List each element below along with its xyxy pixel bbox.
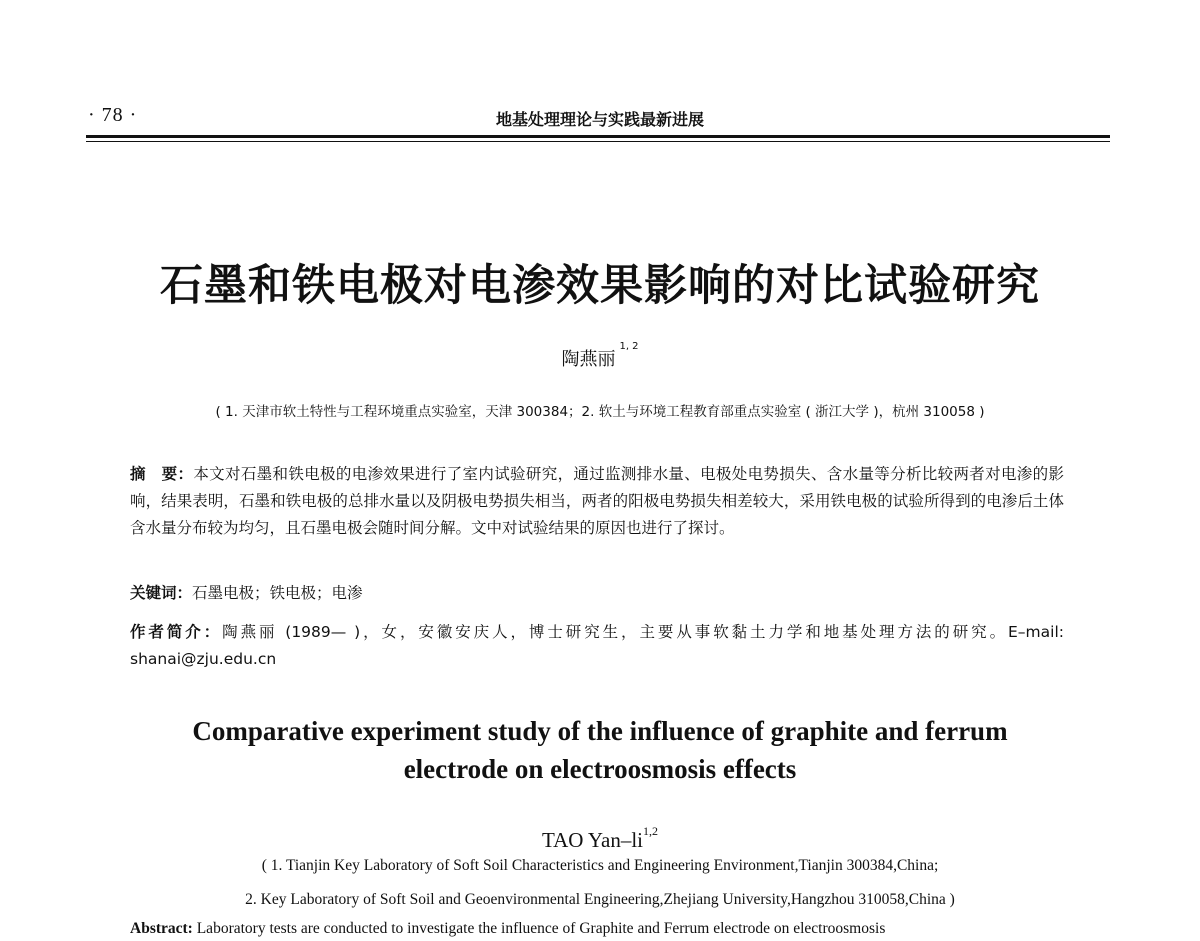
author-name-zh: 陶燕丽 [561,349,616,370]
header-rule-thin [86,141,1110,142]
author-affil-marker-zh: 1, 2 [619,341,639,352]
keywords-zh [130,580,1064,607]
author-zh [0,341,1200,371]
abstract-text-zh: 本文对石墨和铁电极的电渗效果进行了室内试验研究，通过监测排水量、电极处电势损失、含水量等分析比较两者对电渗的影响，结果表明，石墨和铁电极的总排水量以及阴极电势损失相当，两者的阳极电势损失相差较大，采用铁电极的试验所得到的电渗后土体含水量分布较为均匀，且石墨电极会随时间分解。文中对试验结果的原因也进行了探讨。 [130,465,1064,537]
abstract-label-en: Abstract: [130,920,193,937]
abstract-zh [130,461,1064,542]
bio-label-zh: 作者简介： [130,623,223,641]
paper-title-zh: 石墨和铁电极对电渗效果影响的对比试验研究 [160,261,1040,311]
paper-title-en [0,712,1200,788]
affiliation-en-line2: 2. Key Laboratory of Soft Soil and Geoenvironmental Engineering,Zhejiang University,Hangzhou 310058,China ) [245,891,955,908]
page-number: · 78 · [88,104,138,126]
abstract-text-en: Laboratory tests are conducted to investigate the influence of Graphite and Ferrum electrode on electroosmosis [192,920,886,937]
author-en [0,824,1200,853]
author-bio-zh [130,619,1064,673]
paper-title-en-line2: electrode on electroosmosis effects [403,754,797,784]
affiliation-zh: ( 1. 天津市软土特性与工程环境重点实验室，天津 300384；2. 软土与环境工程教育部重点实验室 ( 浙江大学 )，杭州 310058 ) [215,404,985,420]
abstract-en [130,920,1070,938]
running-header-title: 地基处理理论与实践最新进展 [495,110,704,129]
abstract-label-zh: 摘 要： [130,465,194,483]
affiliation-en-line1: ( 1. Tianjin Key Laboratory of Soft Soil Characteristics and Engineering Environment,Tianjin 300384,China; [261,857,939,874]
bio-text-zh: 陶燕丽 (1989— )，女，安徽安庆人，博士研究生，主要从事软黏土力学和地基处理方法的研究。E–mail: shanai@zju.edu.cn [130,623,1064,668]
author-name-en: TAO Yan–li [541,828,643,852]
keywords-label-zh: 关键词： [130,584,193,602]
paper-title-en-line1: Comparative experiment study of the influence of graphite and ferrum [192,716,1008,746]
header-rule-thick [86,135,1110,138]
keywords-text-zh: 石墨电极；铁电极；电渗 [192,584,363,602]
author-affil-marker-en: 1,2 [643,824,658,838]
